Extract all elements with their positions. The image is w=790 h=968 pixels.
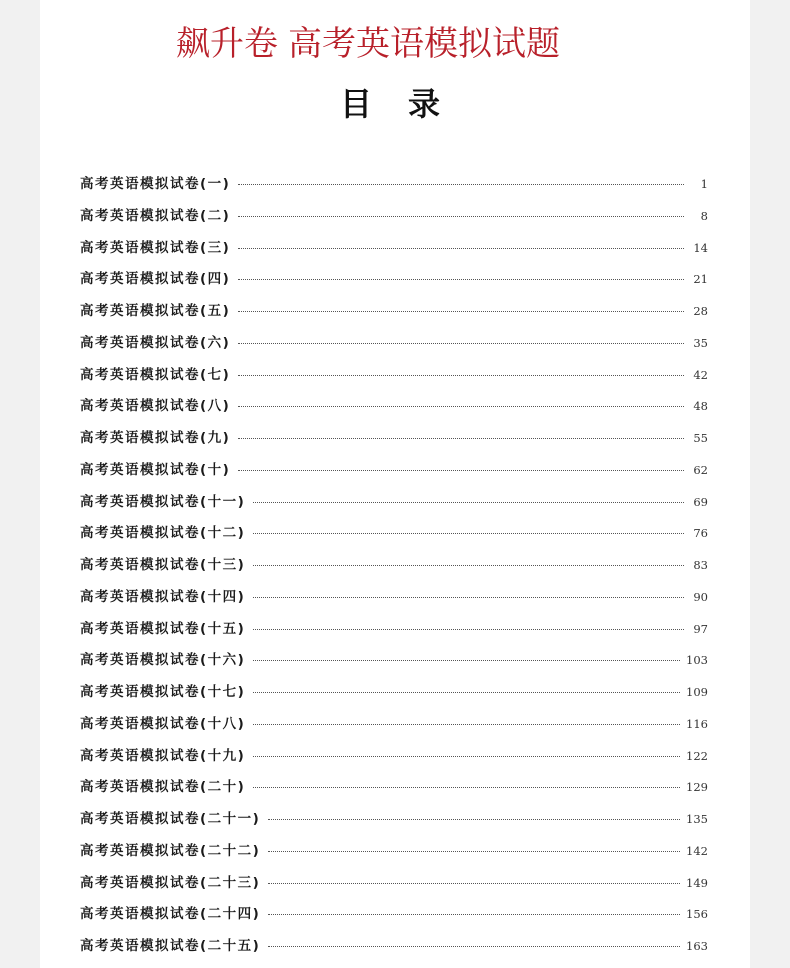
toc-entry-title: 高考英语模拟试卷(六) — [80, 334, 231, 351]
toc-dot-leader — [253, 502, 684, 503]
title-label: 高考英语模拟试题 — [288, 24, 560, 64]
toc-entry-page-number: 163 — [686, 939, 708, 953]
toc-dot-leader — [268, 883, 680, 884]
toc-entry-title: 高考英语模拟试卷(十) — [80, 461, 231, 478]
toc-dot-leader — [238, 216, 684, 217]
toc-dot-leader — [238, 438, 684, 439]
toc-entry-title: 高考英语模拟试卷(二十五) — [80, 938, 261, 954]
toc-entry-title: 高考英语模拟试卷(二十一) — [80, 811, 261, 827]
toc-entry-title: 高考英语模拟试卷(十八) — [80, 715, 246, 732]
toc-entry-page-number: 14 — [693, 240, 708, 255]
toc-entry[interactable] — [80, 426, 708, 458]
toc-dot-leader — [238, 311, 684, 312]
toc-dot-leader — [253, 692, 680, 693]
toc-entry-page-number: 1 — [700, 177, 708, 191]
toc-entry[interactable] — [80, 490, 708, 522]
toc-dot-leader — [253, 597, 684, 598]
toc-dot-leader — [253, 533, 684, 534]
toc-entry-title: 高考英语模拟试卷(十六) — [80, 652, 246, 669]
toc-dot-leader — [268, 851, 680, 852]
toc-entry-title: 高考英语模拟试卷(十四) — [80, 588, 246, 605]
toc-entry-page-number: 42 — [693, 367, 708, 382]
toc-entry-page-number: 97 — [693, 621, 708, 636]
toc-dot-leader — [268, 819, 680, 820]
toc-entry-title: 高考英语模拟试卷(四) — [80, 271, 231, 288]
toc-entry-page-number: 83 — [693, 558, 708, 572]
toc-dot-leader — [238, 248, 684, 249]
toc-entry-title: 高考英语模拟试卷(二) — [80, 207, 231, 224]
toc-entry-page-number: 35 — [693, 335, 708, 350]
toc-entry[interactable] — [80, 617, 708, 649]
toc-entry-page-number: 156 — [686, 907, 708, 922]
toc-dot-leader — [253, 787, 680, 788]
toc-dot-leader — [238, 375, 684, 376]
toc-entry[interactable] — [80, 648, 708, 680]
toc-entry[interactable] — [80, 934, 708, 966]
toc-entry-title: 高考英语模拟试卷(二十四) — [80, 906, 261, 923]
toc-dot-leader — [238, 184, 684, 185]
toc-entry[interactable] — [80, 712, 708, 744]
toc-entry[interactable] — [80, 553, 708, 585]
toc-dot-leader — [238, 470, 684, 471]
toc-entry[interactable] — [80, 172, 708, 204]
toc-entry-title: 高考英语模拟试卷(十九) — [80, 747, 246, 764]
toc-dot-leader — [268, 914, 680, 915]
toc-entry-page-number: 28 — [693, 304, 708, 318]
toc-dot-leader — [268, 946, 680, 947]
toc-entry[interactable] — [80, 363, 708, 395]
toc-entry-page-number: 109 — [686, 685, 708, 699]
toc-entry-page-number: 8 — [700, 208, 708, 223]
toc-entry-page-number: 76 — [693, 526, 708, 541]
toc-entry-page-number: 135 — [686, 812, 708, 826]
toc-entry[interactable] — [80, 744, 708, 776]
toc-entry-title: 高考英语模拟试卷(十七) — [80, 684, 246, 700]
toc-dot-leader — [238, 343, 684, 344]
toc-entry-page-number: 69 — [693, 494, 708, 509]
toc-entry-title: 高考英语模拟试卷(一) — [80, 176, 231, 192]
toc-dot-leader — [238, 406, 684, 407]
toc-entry[interactable] — [80, 331, 708, 363]
toc-entry-title: 高考英语模拟试卷(二十) — [80, 779, 246, 796]
toc-entry[interactable] — [80, 871, 708, 903]
toc-dot-leader — [253, 629, 684, 630]
toc-entry-page-number: 55 — [693, 431, 708, 445]
toc-entry-page-number: 21 — [693, 272, 708, 287]
toc-dot-leader — [253, 724, 680, 725]
toc-dot-leader — [253, 565, 684, 566]
toc-entry-title: 高考英语模拟试卷(九) — [80, 430, 231, 446]
toc-entry[interactable] — [80, 394, 708, 426]
toc-entry-page-number: 48 — [693, 399, 708, 414]
document-title — [176, 22, 560, 66]
toc-entry-title: 高考英语模拟试卷(十五) — [80, 620, 246, 637]
toc-dot-leader — [253, 756, 680, 757]
toc-heading: 目录 — [340, 85, 477, 123]
toc-entry-title: 高考英语模拟试卷(三) — [80, 239, 231, 256]
toc-entry-title: 高考英语模拟试卷(七) — [80, 366, 231, 383]
toc-entry[interactable] — [80, 839, 708, 871]
toc-entry-page-number: 116 — [686, 716, 708, 731]
toc-entry-title: 高考英语模拟试卷(二十二) — [80, 842, 261, 859]
brand-label: 飙升卷 — [176, 24, 278, 64]
toc-entry[interactable] — [80, 236, 708, 268]
toc-entry[interactable] — [80, 521, 708, 553]
toc-entry-title: 高考英语模拟试卷(五) — [80, 303, 231, 319]
toc-entry-page-number: 129 — [686, 780, 708, 795]
toc-entry-title: 高考英语模拟试卷(十三) — [80, 557, 246, 573]
toc-entry[interactable] — [80, 807, 708, 839]
toc-entry-title: 高考英语模拟试卷(八) — [80, 398, 231, 415]
toc-entry[interactable] — [80, 680, 708, 712]
toc-list — [80, 172, 708, 966]
toc-entry-title: 高考英语模拟试卷(十二) — [80, 525, 246, 542]
toc-entry[interactable] — [80, 902, 708, 934]
toc-entry[interactable] — [80, 299, 708, 331]
toc-entry[interactable] — [80, 458, 708, 490]
toc-entry-page-number: 90 — [693, 589, 708, 604]
toc-entry[interactable] — [80, 585, 708, 617]
toc-entry[interactable] — [80, 267, 708, 299]
toc-entry[interactable] — [80, 204, 708, 236]
toc-entry-page-number: 103 — [686, 653, 708, 668]
toc-entry-page-number: 62 — [693, 462, 708, 477]
toc-entry-page-number: 149 — [686, 875, 708, 890]
toc-entry-title: 高考英语模拟试卷(二十三) — [80, 874, 261, 891]
toc-entry[interactable] — [80, 775, 708, 807]
document-page — [40, 0, 750, 968]
toc-entry-page-number: 122 — [686, 748, 708, 763]
toc-entry-page-number: 142 — [686, 843, 708, 858]
toc-dot-leader — [253, 660, 680, 661]
toc-dot-leader — [238, 279, 684, 280]
toc-entry-title: 高考英语模拟试卷(十一) — [80, 493, 246, 510]
